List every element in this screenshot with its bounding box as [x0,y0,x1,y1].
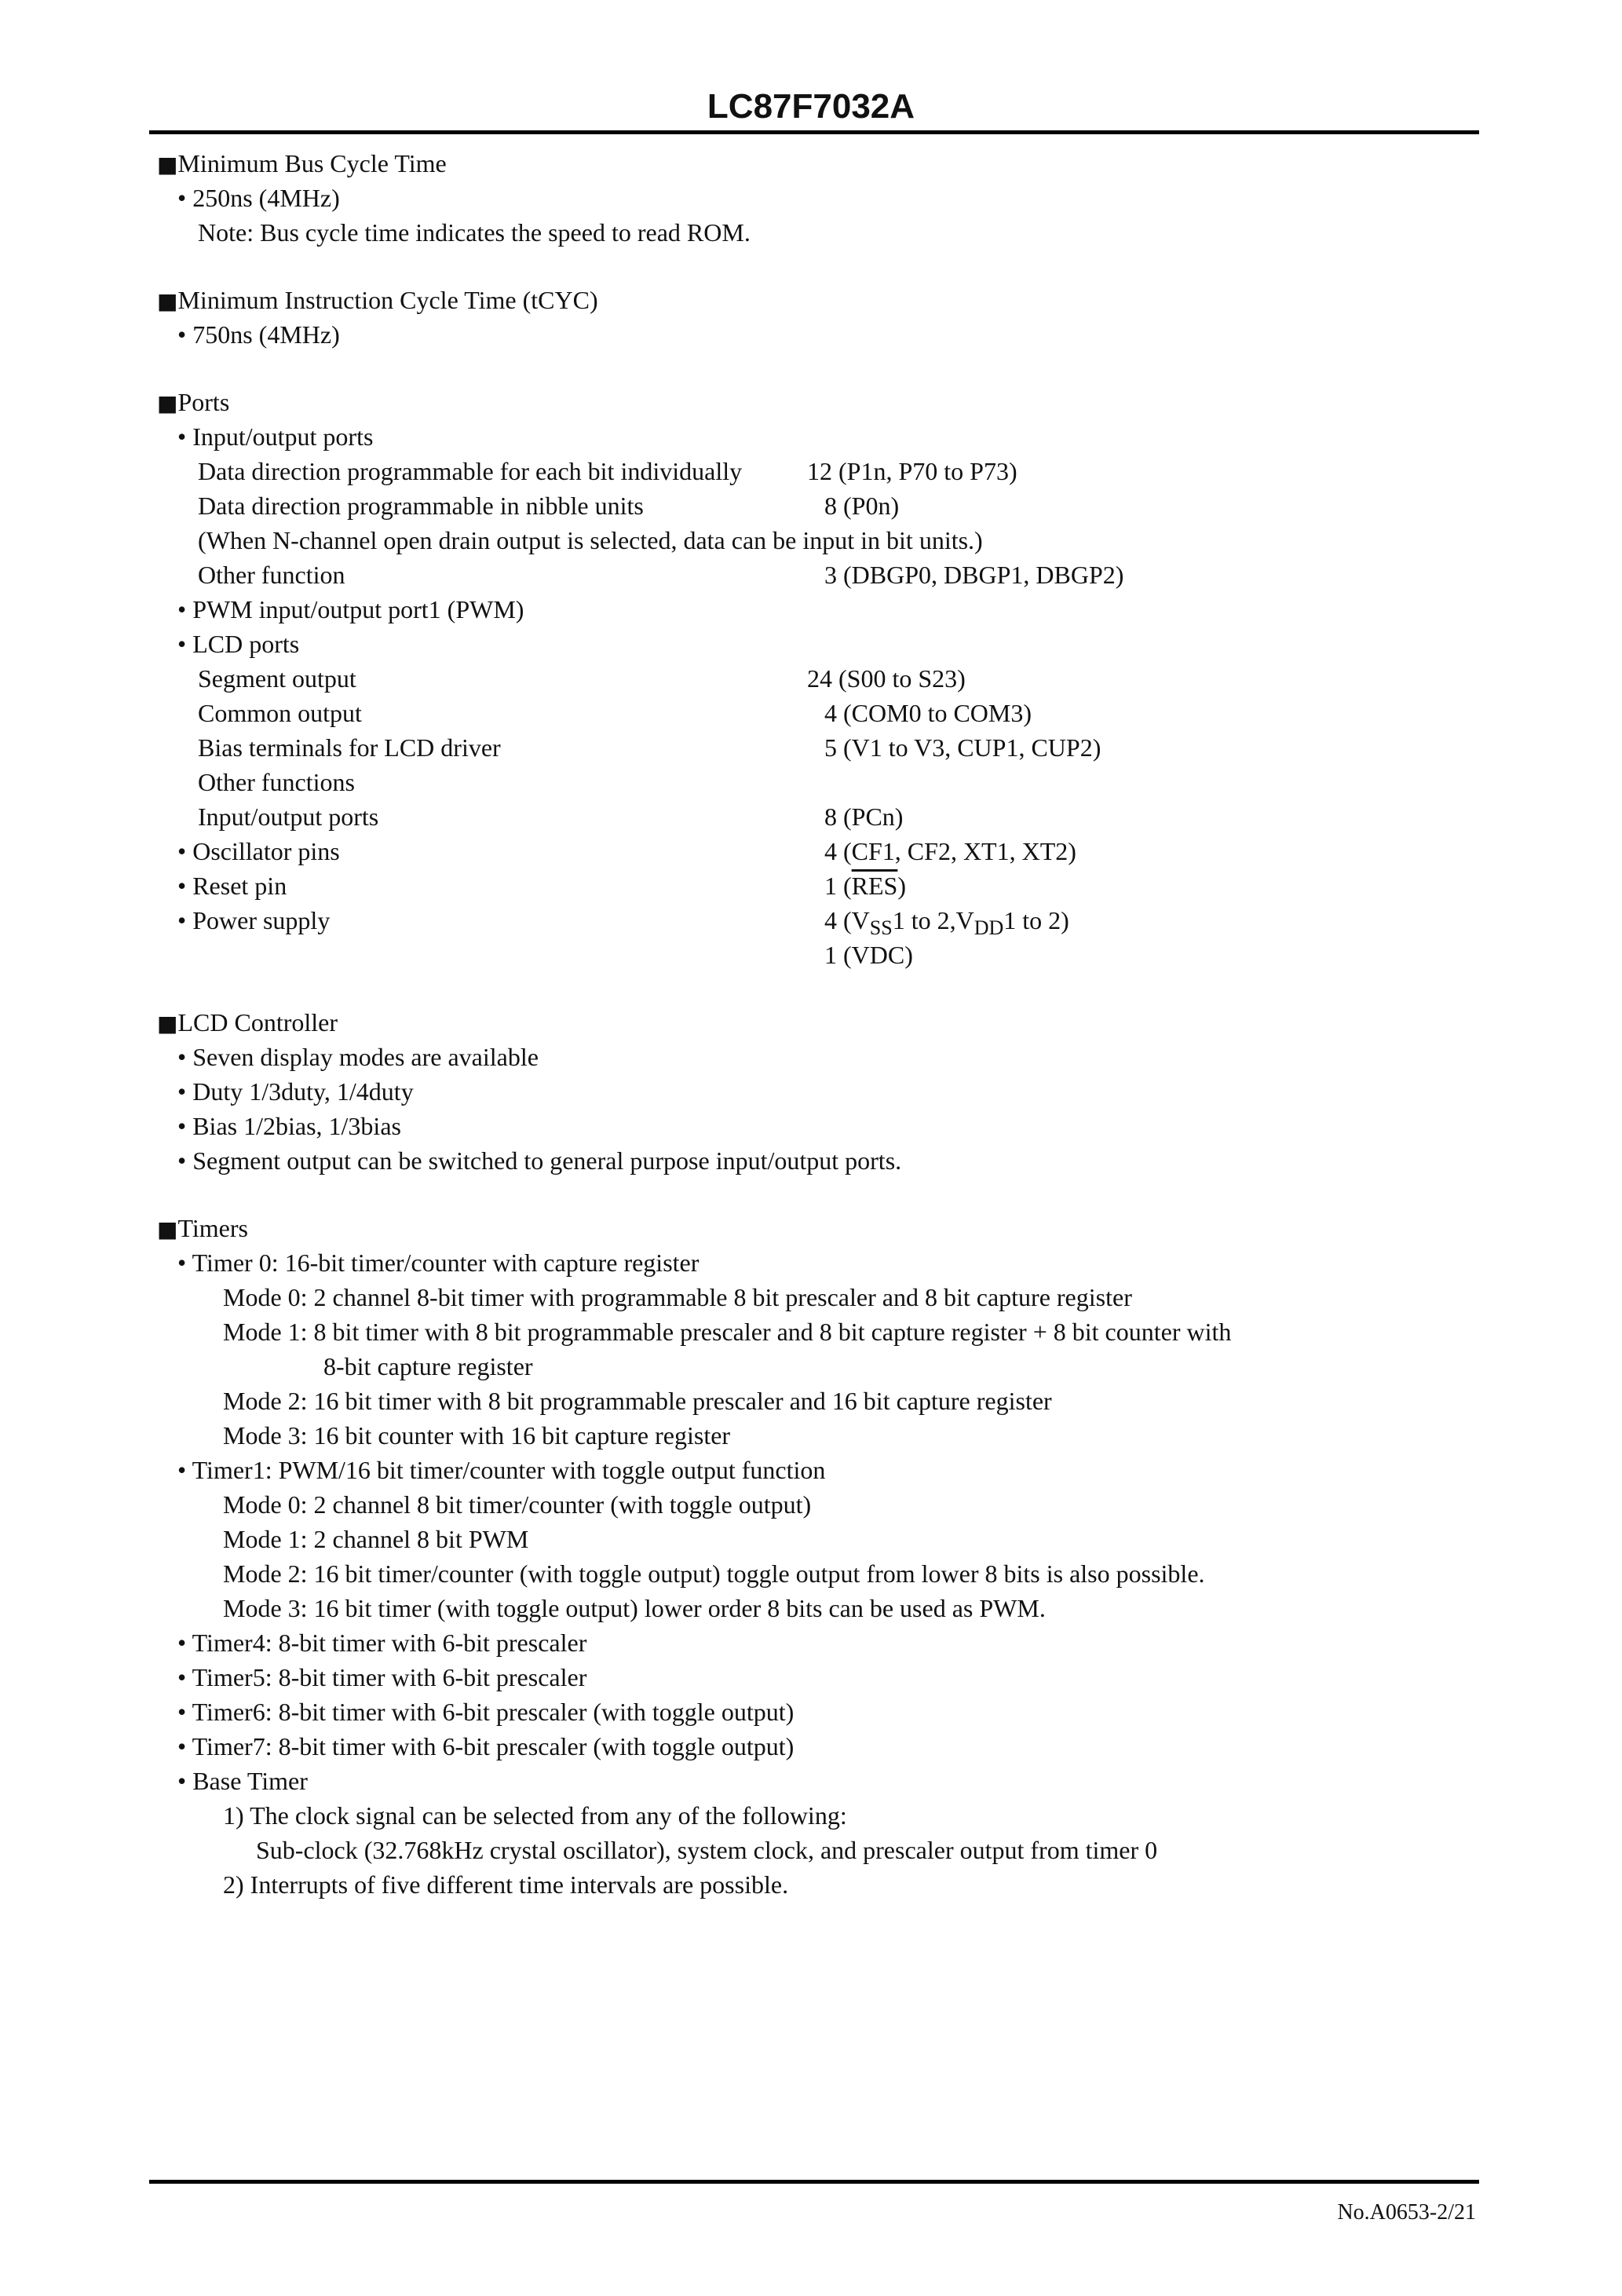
page-number: No.A0653-2/21 [1337,2200,1476,2225]
lcd-item: • Duty 1/3duty, 1/4duty [177,1077,414,1106]
reset-signal: $\overline{RES}$ [851,872,898,900]
lcd-item: • Seven display modes are available [177,1043,539,1071]
timer0-mode0: Mode 0: 2 channel 8-bit timer with programmable 8 bit prescaler and 8 bit capture register [223,1283,1132,1311]
timer1: • Timer1: PWM/16 bit timer/counter with toggle output function [177,1456,826,1484]
square-bullet-icon: ■ [157,1216,178,1242]
ports-reset: • Reset pin [177,872,287,900]
square-bullet-icon: ■ [157,390,178,416]
timer0-mode1-cont: 8-bit capture register [323,1352,533,1380]
section-heading-timers: ■Timers [157,1214,248,1242]
ports-segment: Segment output [198,664,356,693]
ports-oscillator-value: 4 (CF1, CF2, XT1, XT2) [824,837,1076,865]
timer1-mode1: Mode 1: 2 channel 8 bit PWM [223,1525,529,1553]
page-title: LC87F7032A [707,87,915,126]
timer1-mode2: Mode 2: 16 bit timer/counter (with toggle output) toggle output from lower 8 bits is also possible. [223,1559,1205,1588]
timer6: • Timer6: 8-bit timer with 6-bit prescaler (with toggle output) [177,1698,795,1726]
section-heading-lcd: ■LCD Controller [157,1008,338,1036]
ports-other-function-value: 3 (DBGP0, DBGP1, DBGP2) [824,561,1124,589]
ports-power-value-2: 1 (VDC) [824,941,913,969]
instr-item: • 750ns (4MHz) [177,320,340,349]
ports-other-function: Other function [198,561,345,589]
ports-pwm: • PWM input/output port1 (PWM) [177,595,524,623]
section-heading-bus: ■Minimum Bus Cycle Time [157,149,447,177]
ports-common-value: 4 (COM0 to COM3) [824,699,1032,727]
ports-dir-bit-value: 12 (P1n, P70 to P73) [807,457,1017,485]
ports-dir-nibble: Data direction programmable in nibble units [198,492,644,520]
ports-lcd-io: Input/output ports [198,803,379,831]
timer7: • Timer7: 8-bit timer with 6-bit prescaler (with toggle output) [177,1732,795,1760]
base-timer: • Base Timer [177,1767,308,1795]
lcd-item: • Segment output can be switched to general purpose input/output ports. [177,1146,902,1175]
section-heading-instr: ■Minimum Instruction Cycle Time (tCYC) [157,286,598,314]
square-bullet-icon: ■ [157,288,178,314]
ports-lcd-io-value: 8 (PCn) [824,803,904,831]
base-timer-item1-cont: Sub-clock (32.768kHz crystal oscillator), system clock, and prescaler output from timer 0 [256,1836,1158,1864]
lcd-item: • Bias 1/2bias, 1/3bias [177,1112,401,1140]
timer5: • Timer5: 8-bit timer with 6-bit prescaler [177,1663,587,1691]
ports-bias: Bias terminals for LCD driver [198,733,501,762]
ports-io: • Input/output ports [177,422,374,451]
base-timer-item2: 2) Interrupts of five different time intervals are possible. [223,1870,789,1899]
ports-nch-note: (When N-channel open drain output is selected, data can be input in bit units.) [198,526,983,554]
ports-power: • Power supply [177,906,331,934]
timer0-mode3: Mode 3: 16 bit counter with 16 bit capture register [223,1421,731,1450]
timer0: • Timer 0: 16-bit timer/counter with capture register [177,1249,700,1277]
ports-segment-value: 24 (S00 to S23) [807,664,966,693]
ports-bias-value: 5 (V1 to V3, CUP1, CUP2) [824,733,1101,762]
bus-item: • 250ns (4MHz) [177,184,340,212]
ports-oscillator: • Oscillator pins [177,837,340,865]
timer1-mode0: Mode 0: 2 channel 8 bit timer/counter (with toggle output) [223,1490,812,1519]
header-rule [149,130,1479,134]
ports-lcd: • LCD ports [177,630,300,658]
ports-dir-bit: Data direction programmable for each bit individually [198,457,743,485]
ports-reset-value: 1 $(\overline{RES})$ [824,872,906,900]
base-timer-item1: 1) The clock signal can be selected from any of the following: [223,1801,847,1830]
ports-common: Common output [198,699,362,727]
ports-other-functions: Other functions [198,768,355,796]
ports-dir-nibble-value: 8 (P0n) [824,492,900,520]
timer0-mode2: Mode 2: 16 bit timer with 8 bit programmable prescaler and 16 bit capture register [223,1387,1052,1415]
bus-note: Note: Bus cycle time indicates the speed to read ROM. [198,218,751,247]
timer1-mode3: Mode 3: 16 bit timer (with toggle output) lower order 8 bits can be used as PWM. [223,1594,1046,1622]
timer0-mode1: Mode 1: 8 bit timer with 8 bit programmable prescaler and 8 bit capture register + 8 bit counter with [223,1318,1232,1346]
footer-rule [149,2180,1479,2184]
timer4: • Timer4: 8-bit timer with 6-bit prescaler [177,1629,587,1657]
square-bullet-icon: ■ [157,152,178,177]
ports-power-value: 4 ($V_{SS}1$ to $2,V_{DD}1$ to 2) [824,906,1069,939]
section-heading-ports: ■Ports [157,388,230,416]
square-bullet-icon: ■ [157,1011,178,1036]
